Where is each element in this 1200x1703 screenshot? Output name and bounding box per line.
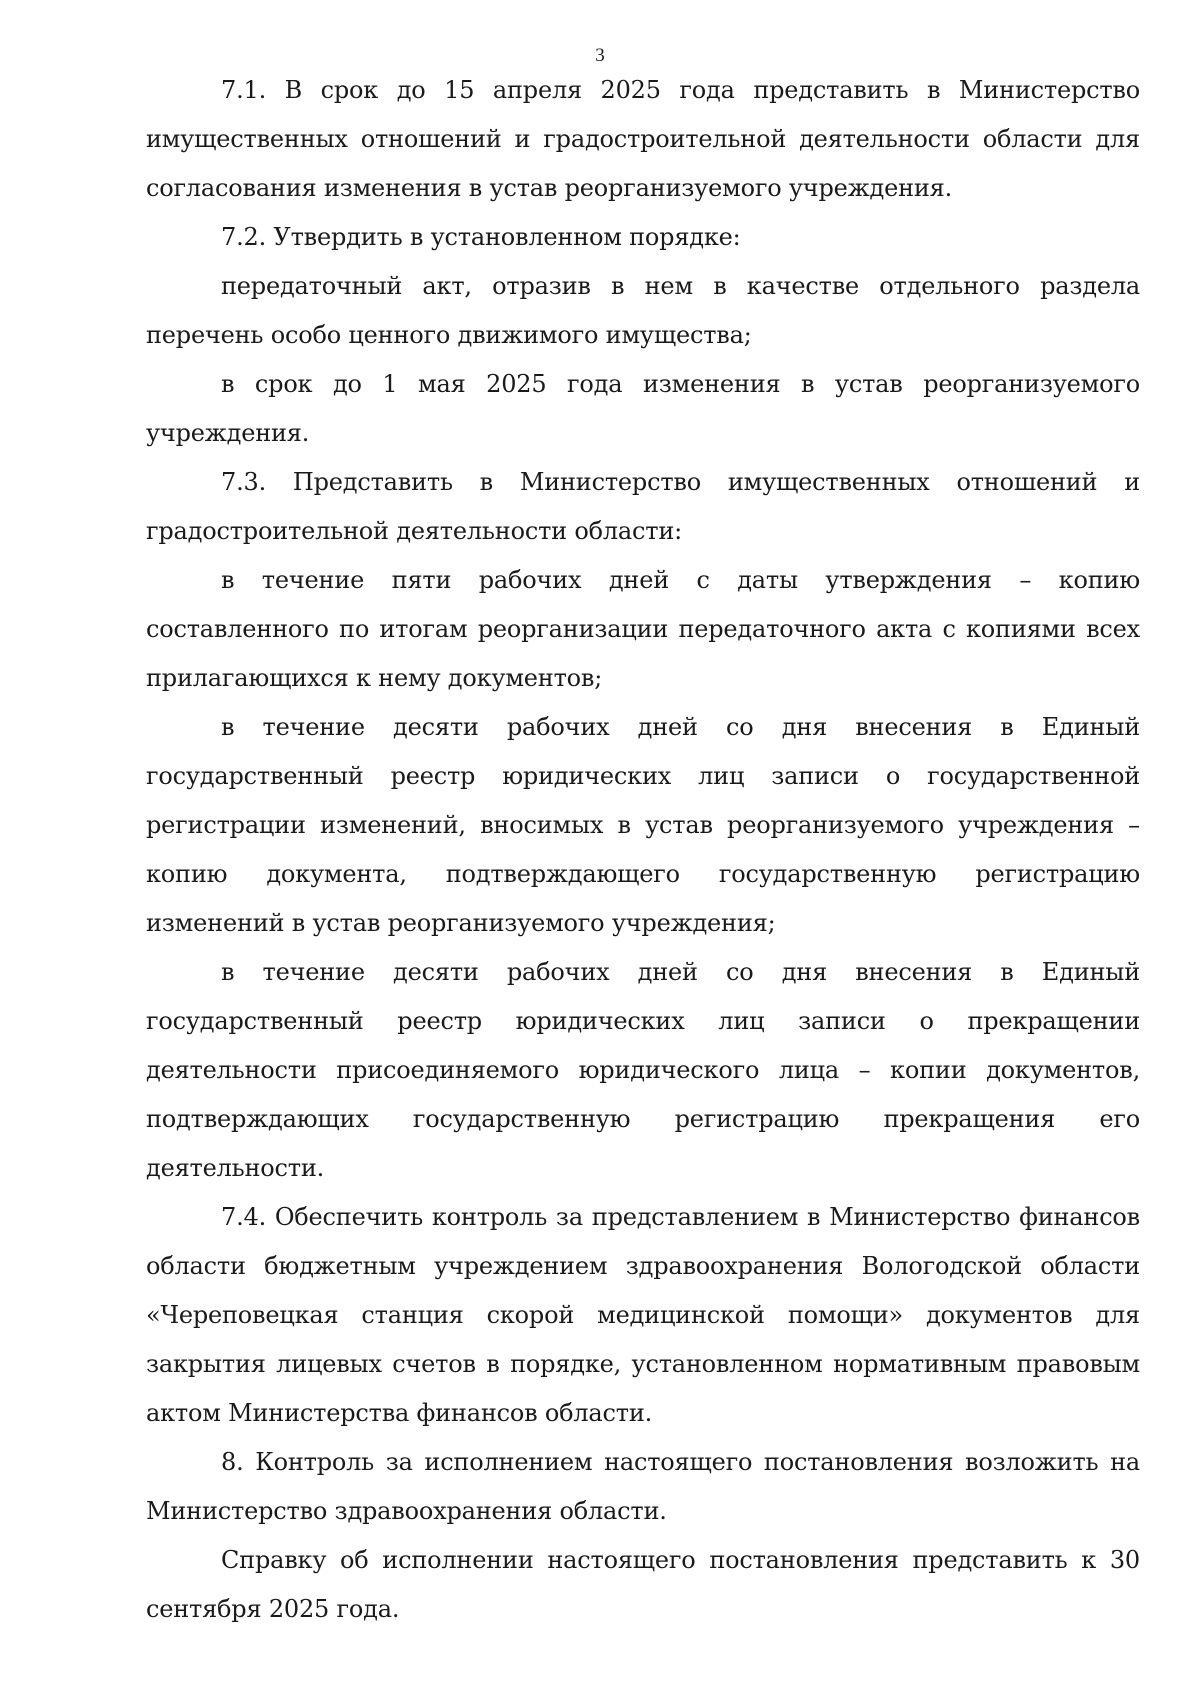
paragraph-7-2-transfer-act: передаточный акт, отразив в нем в качестве отдельного раздела перечень особо ценного движимого имущества;	[146, 272, 1140, 349]
paragraph-7-3-five-days: в течение пяти рабочих дней с даты утверждения – копию составленного по итогам реорганизации передаточного акта с копиями всех прилагающихся к нему документов;	[146, 566, 1140, 692]
paragraph-report: Справку об исполнении настоящего постановления представить к 30 сентября 2025 года.	[146, 1546, 1140, 1623]
paragraph-7-3: 7.3. Представить в Министерство имущественных отношений и градостроительной деятельности области:	[146, 468, 1140, 545]
paragraph-7-2-charter-changes: в срок до 1 мая 2025 года изменения в устав реорганизуемого учреждения.	[146, 370, 1140, 447]
paragraph-7-4: 7.4. Обеспечить контроль за представлением в Министерство финансов области бюджетным учреждением здравоохранения Вологодской области «Череповецкая станция скорой медицинской помощи» документов для закрытия лицевых счетов в порядке, установленном нормативным правовым актом Министерства финансов области.	[146, 1203, 1140, 1427]
paragraph-8: 8. Контроль за исполнением настоящего постановления возложить на Министерство здравоохранения области.	[146, 1448, 1140, 1525]
paragraph-7-2: 7.2. Утвердить в установленном порядке:	[221, 223, 741, 251]
document-body	[146, 66, 1140, 1634]
page-number: 3	[595, 45, 605, 66]
paragraph-7-3-ten-days-registration: в течение десяти рабочих дней со дня внесения в Единый государственный реестр юридических лиц записи о государственной регистрации изменений, вносимых в устав реорганизуемого учреждения – копию документа, подтверждающего государственную регистрацию изменений в устав реорганизуемого учреждения;	[146, 713, 1140, 937]
paragraph-7-1: 7.1. В срок до 15 апреля 2025 года представить в Министерство имущественных отношений и градостроительной деятельности области для согласования изменения в устав реорганизуемого учреждения.	[146, 76, 1140, 202]
paragraph-7-3-ten-days-termination: в течение десяти рабочих дней со дня внесения в Единый государственный реестр юридических лиц записи о прекращении деятельности присоединяемого юридического лица – копии документов, подтверждающих государственную регистрацию прекращения его деятельности.	[146, 958, 1140, 1182]
